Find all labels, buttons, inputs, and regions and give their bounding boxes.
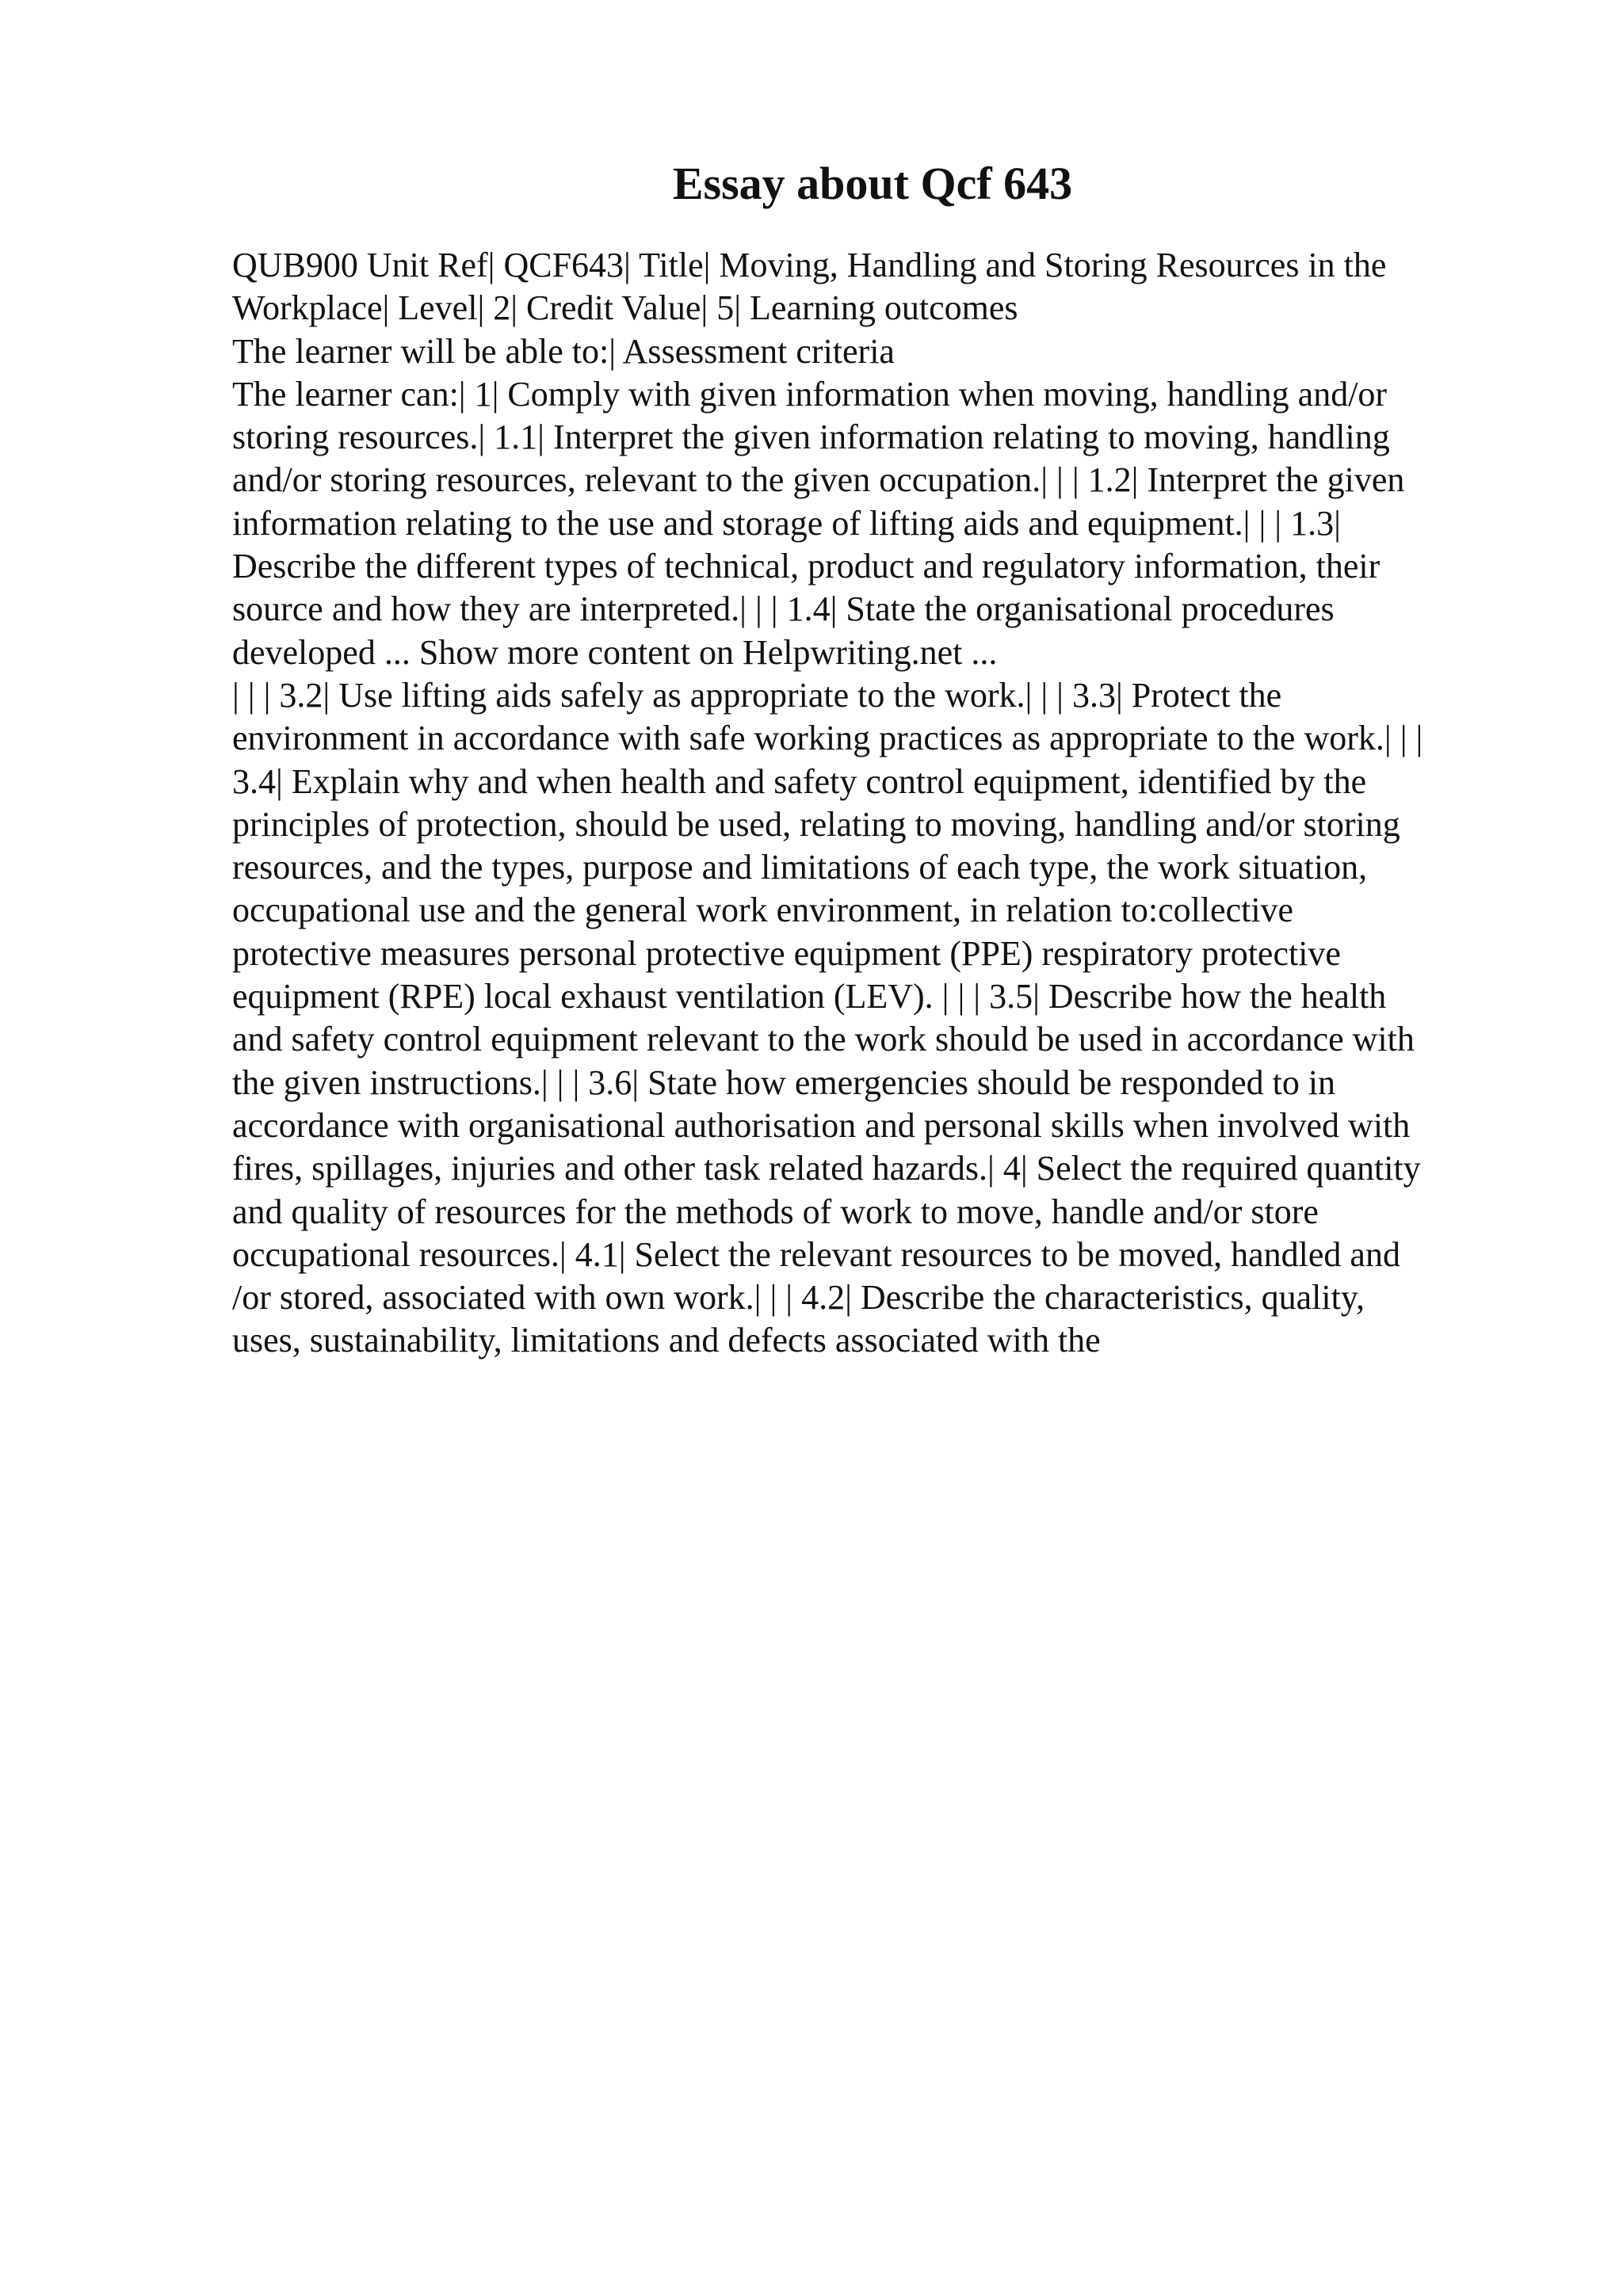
text-line: the given instructions.| | | 3.6| State how emergencies should be responded to in [232,1062,1336,1102]
text-line: principles of protection, should be used, relating to moving, handling and/or storing [232,804,1400,844]
text-line: equipment (RPE) local exhaust ventilation (LEV). | | | 3.5| Describe how the health [232,977,1387,1016]
text-line: 3.4| Explain why and when health and safety control equipment, identified by the [232,761,1367,801]
text-line: Describe the different types of technical, product and regulatory information, their [232,547,1381,586]
text-line: occupational use and the general work environment, in relation to:collective [232,891,1294,930]
text-line: uses, sustainability, limitations and defects associated with the [232,1321,1101,1360]
text-line: The learner will be able to:| Assessment criteria [232,331,895,371]
text-line: protective measures personal protective equipment (PPE) respiratory protective [232,933,1341,973]
text-line: and/or storing resources, relevant to the given occupation.| | | 1.2| Interpret the given [232,460,1405,500]
text-line: /or stored, associated with own work.| | | 4.2| Describe the characteristics, quality, [232,1278,1365,1318]
text-line: resources, and the types, purpose and limitations of each type, the work situation, [232,848,1368,887]
text-line: fires, spillages, injuries and other task related hazards.| 4| Select the required quantity [232,1149,1421,1188]
text-line: QUB900 Unit Ref| QCF643| Title| Moving, Handling and Storing Resources in the [232,246,1387,284]
document-body [232,244,1500,1363]
text-line: developed ... Show more content on Helpwriting.net ... [232,632,998,672]
text-line: and safety control equipment relevant to the work should be used in accordance with [232,1020,1415,1059]
text-line: The learner can:| 1| Comply with given information when moving, handling and/or [232,374,1388,414]
text-line: storing resources.| 1.1| Interpret the given information relating to moving, handling [232,418,1390,457]
text-line: source and how they are interpreted.| | | 1.4| State the organisational procedures [232,589,1335,629]
text-line: information relating to the use and storage of lifting aids and equipment.| | | 1.3| [232,503,1341,543]
text-line: | | | 3.2| Use lifting aids safely as appropriate to the work.| | | 3.3| Protect the [232,675,1282,715]
text-line: Workplace| Level| 2| Credit Value| 5| Learning outcomes [232,288,1018,328]
text-line: and quality of resources for the methods of work to move, handle and/or store [232,1192,1319,1231]
document-title: Essay about Qcf 643 [672,158,1073,209]
text-line: accordance with organisational authorisation and personal skills when involved with [232,1105,1411,1145]
text-line: occupational resources.| 4.1| Select the relevant resources to be moved, handled and [232,1234,1400,1274]
text-line: environment in accordance with safe working practices as appropriate to the work.| | | [232,719,1423,758]
